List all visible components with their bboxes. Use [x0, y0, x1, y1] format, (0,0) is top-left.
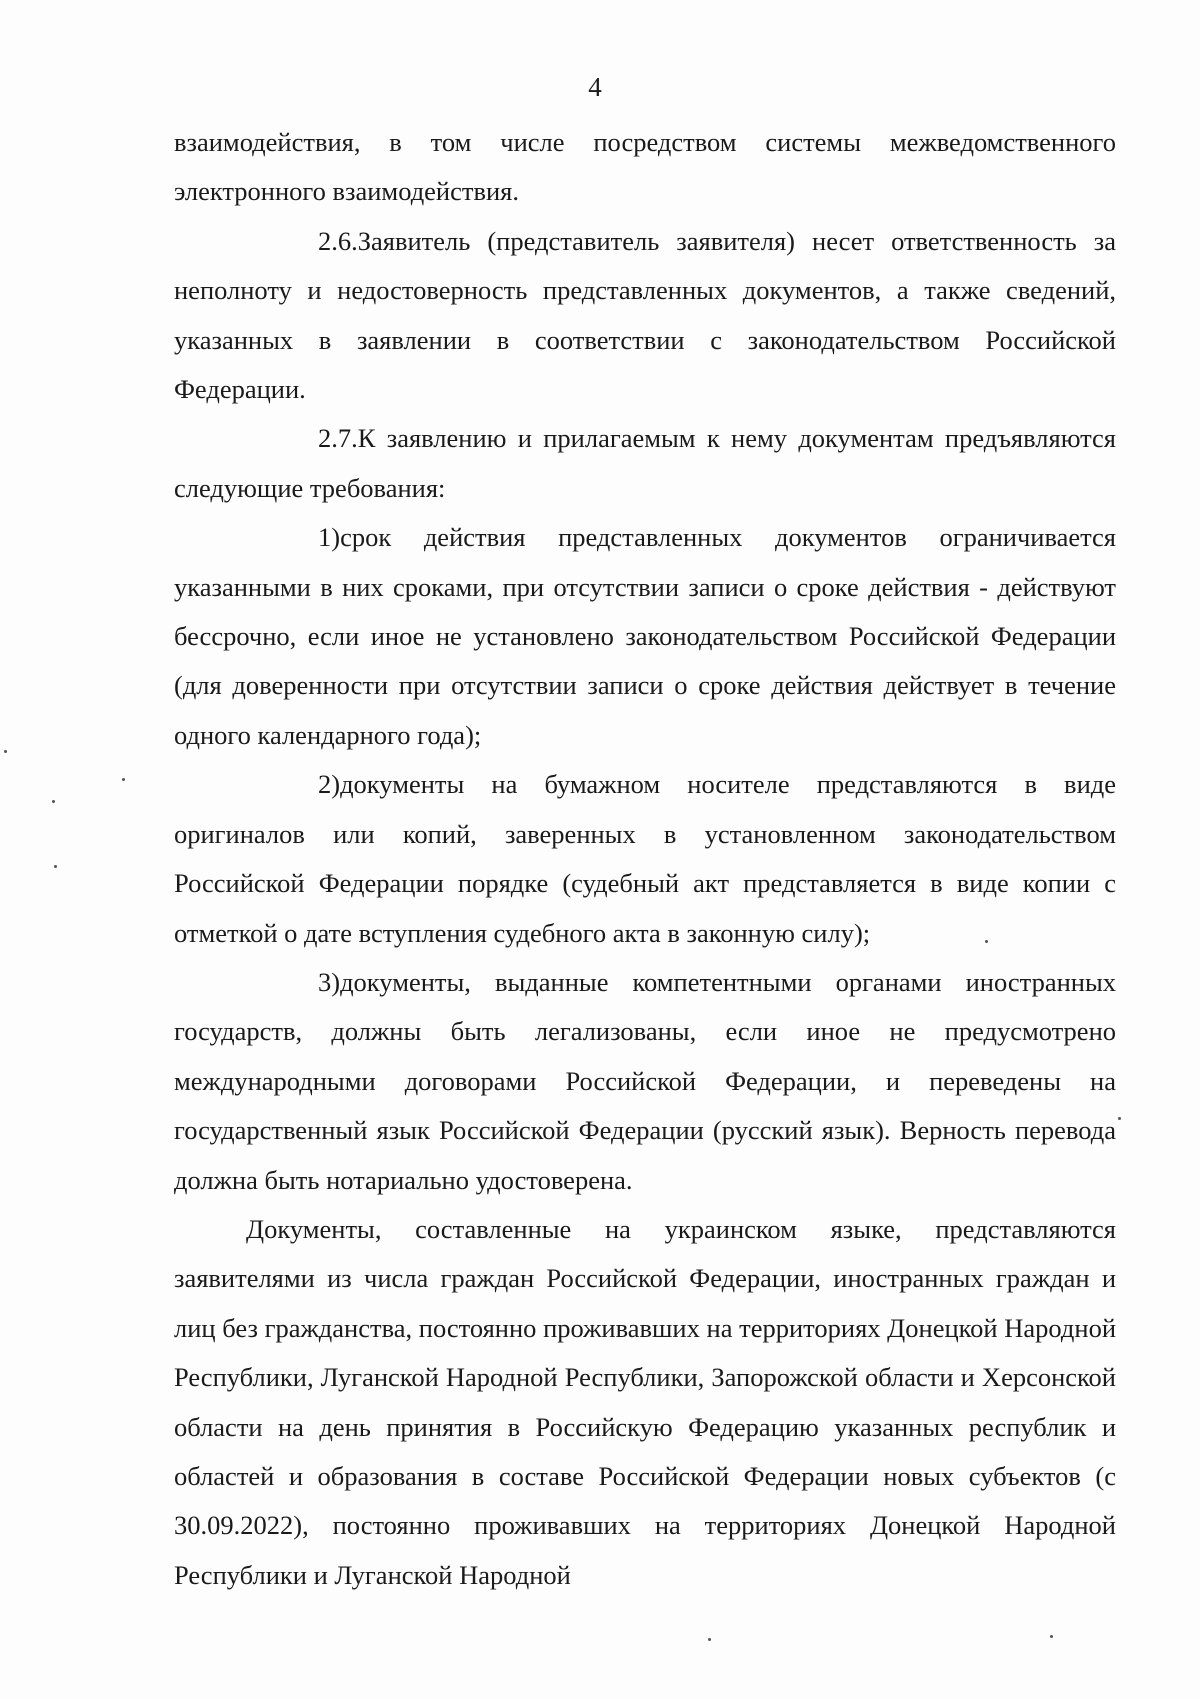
list-item-number: 2) [318, 769, 341, 800]
list-item-number: 3) [318, 966, 341, 997]
list-item-text: документы на бумажном носителе представляются в виде оригиналов или копий, заверенных в установленном законодательством Российской Федерации порядке (судебный акт представляется в виде копии с отметкой о дате вступления судебного акта в законную силу); [174, 769, 1116, 948]
scan-speck [52, 800, 55, 803]
list-item-3 [174, 958, 1116, 1205]
scan-speck [1118, 1117, 1121, 1120]
list-item-2 [174, 760, 1116, 958]
paragraph-text: взаимодействия, в том числе посредством системы межведомственного электронного взаимодействия. [174, 127, 1116, 207]
list-item-text: документы, выданные компетентными органами иностранных государств, должны быть легализованы, если иное не предусмотрено международными договорами Российской Федерации, и переведены на государственный язык Российской Федерации (русский язык). Верность перевода должна быть нотариально удостоверена. [174, 966, 1116, 1195]
paragraph-number: 2.6. [318, 225, 358, 256]
paragraph-text: Документы, составленные на украинском языке, представляются заявителями из числа граждан Российской Федерации, иностранных граждан и лиц без гражданства, постоянно проживавших на территориях Донецкой Народной Республики, Луганской Народной Республики, Запорожской области и Херсонской области на день принятия в Российскую Федерацию указанных республик и областей и образования в составе Российской Федерации новых субъектов (с 30.09.2022), постоянно проживавших на территориях Донецкой Народной Республики и Луганской Народной [174, 1213, 1116, 1590]
scan-speck [54, 865, 57, 868]
paragraph-text: К заявлению и прилагаемым к нему документам предъявляются следующие требования: [174, 423, 1116, 503]
page-number: 4 [588, 72, 602, 102]
paragraph-2-6 [174, 217, 1116, 415]
paragraph-continuation [174, 118, 1116, 217]
paragraph-text: Заявитель (представитель заявителя) несет ответственность за неполноту и недостоверность представленных документов, а также сведений, указанных в заявлении в соответствии с законодательством Российской Федерации. [174, 225, 1116, 405]
list-item-text: срок действия представленных документов ограничивается указанными в них сроками, при отсутствии записи о сроке действия - действуют бессрочно, если иное не установлено законодательством Российской Федерации (для доверенности при отсутствии записи о сроке действия действует в течение одного календарного года); [174, 522, 1116, 750]
scan-speck [985, 940, 988, 943]
scan-speck [4, 750, 7, 753]
paragraph-number: 2.7. [318, 423, 358, 454]
paragraph-ukrainian-documents [174, 1205, 1116, 1600]
scan-speck [708, 1638, 711, 1641]
scan-speck [122, 778, 125, 781]
paragraph-2-7 [174, 414, 1116, 513]
document-body [174, 118, 1116, 1600]
list-item-number: 1) [318, 522, 341, 553]
scan-speck [1050, 1635, 1053, 1638]
list-item-1 [174, 513, 1116, 760]
